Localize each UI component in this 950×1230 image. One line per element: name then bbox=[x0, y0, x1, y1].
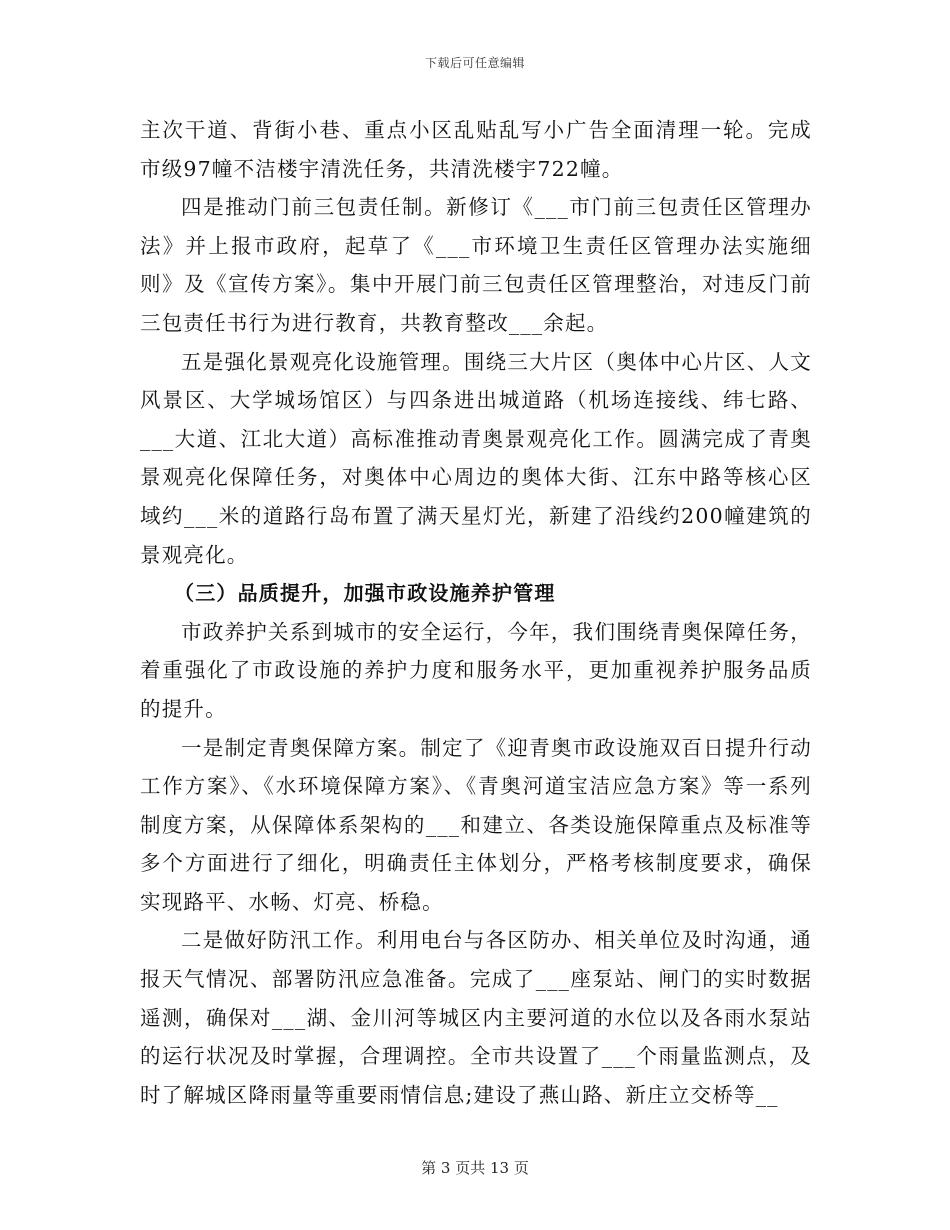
paragraph-guarantee-plan: 一是制定青奥保障方案。制定了《迎青奥市政设施双百日提升行动工作方案》、《水环境保障方案》、《青奥河道宝洁应急方案》等一系列制度方案，从保障体系架构的___和建立、各类设施保障重点及标准等多个方面进行了细化，明确责任主体划分，严格考核制度要求，确保实现路平、水畅、灯亮、桥稳。 bbox=[140, 735, 812, 914]
document-body bbox=[140, 111, 812, 1114]
page-header: 下载后可任意编辑 bbox=[424, 56, 525, 70]
paragraph-continuation: 主次干道、背街小巷、重点小区乱贴乱写小广告全面清理一轮。完成市级97幢不洁楼宇清洗任务，共清洗楼宇722幢。 bbox=[140, 118, 812, 181]
page-number: 第 3 页共 13 页 bbox=[421, 1159, 529, 1177]
paragraph-flood-control: 二是做好防汛工作。利用电台与各区防办、相关单位及时沟通，通报天气情况、部署防汛应急准备。完成了___座泵站、闸门的实时数据遥测，确保对___湖、金川河等城区内主要河道的水位以及各雨水泵站的运行状况及时掌握，合理调控。全市共设置了___个雨量监测点，及时了解城区降雨量等重要雨情信息;建设了燕山路、新庄立交桥等__ bbox=[140, 928, 812, 1107]
paragraph-door-responsibility: 四是推动门前三包责任制。新修订《___市门前三包责任区管理办法》并上报市政府，起草了《___市环境卫生责任区管理办法实施细则》及《宣传方案》。集中开展门前三包责任区管理整治，对违反门前三包责任书行为进行教育，共教育整改___余起。 bbox=[140, 195, 812, 335]
section-heading: （三）品质提升，加强市政设施养护管理 bbox=[174, 581, 556, 606]
paragraph-maintenance-intro: 市政养护关系到城市的安全运行，今年，我们围绕青奥保障任务，着重强化了市政设施的养护力度和服务水平，更加重视养护服务品质的提升。 bbox=[140, 619, 812, 721]
paragraph-landscape-lighting: 五是强化景观亮化设施管理。围绕三大片区（奥体中心片区、人文风景区、大学城场馆区）与四条进出城道路（机场连接线、纬七路、___大道、江北大道）高标准推动青奥景观亮化工作。圆满完成了青奥景观亮化保障任务，对奥体中心周边的奥体大街、江东中路等核心区域约___米的道路行岛布置了满天星灯光，新建了沿线约200幢建筑的景观亮化。 bbox=[140, 349, 812, 567]
